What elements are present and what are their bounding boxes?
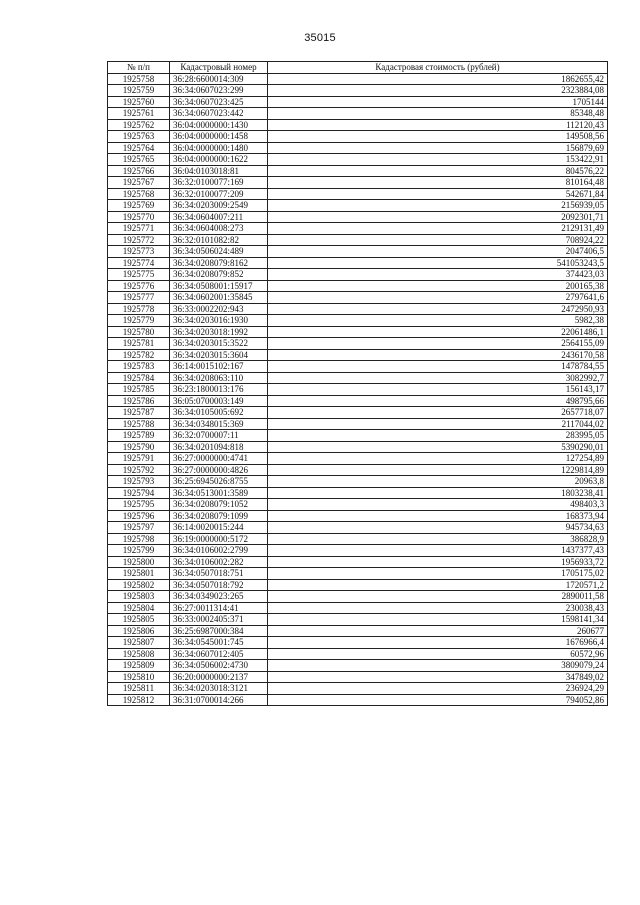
- cadastral-value-cell: 230038,43: [268, 602, 608, 614]
- table-row: [108, 349, 608, 361]
- cadastral-number-cell: 36:34:0602001:35845: [170, 292, 268, 304]
- cadastral-number-cell: 36:34:0203016:1930: [170, 315, 268, 327]
- cadastral-value-cell: 5982,38: [268, 315, 608, 327]
- cadastral-number-cell: 36:34:0203018:3121: [170, 683, 268, 695]
- row-index-cell: 1925777: [108, 292, 170, 304]
- row-index-cell: 1925778: [108, 303, 170, 315]
- cadastral-number-cell: 36:20:0000000:2137: [170, 671, 268, 683]
- row-index-cell: 1925767: [108, 177, 170, 189]
- cadastral-value-table: [107, 61, 608, 706]
- cadastral-value-cell: 1229814,89: [268, 464, 608, 476]
- table-row: [108, 671, 608, 683]
- cadastral-number-cell: 36:34:0349023:265: [170, 591, 268, 603]
- cadastral-value-cell: 2047406,5: [268, 246, 608, 258]
- table-row: [108, 211, 608, 223]
- cadastral-number-cell: 36:14:0015102:167: [170, 361, 268, 373]
- table-row: [108, 223, 608, 235]
- cadastral-value-cell: 156879,69: [268, 142, 608, 154]
- cadastral-number-cell: 36:34:0208079:1052: [170, 499, 268, 511]
- cadastral-number-cell: 36:19:0000000:5172: [170, 533, 268, 545]
- row-index-cell: 1925759: [108, 85, 170, 97]
- cadastral-value-cell: 1478784,55: [268, 361, 608, 373]
- cadastral-number-cell: 36:32:0100077:169: [170, 177, 268, 189]
- cadastral-number-cell: 36:23:1800013:176: [170, 384, 268, 396]
- table-row: [108, 556, 608, 568]
- table-row: [108, 625, 608, 637]
- cadastral-number-cell: 36:34:0604008:273: [170, 223, 268, 235]
- table-row: [108, 257, 608, 269]
- cadastral-number-cell: 36:32:0100077:209: [170, 188, 268, 200]
- row-index-cell: 1925805: [108, 614, 170, 626]
- cadastral-number-cell: 36:34:0348015:369: [170, 418, 268, 430]
- cadastral-number-cell: 36:27:0000000:4826: [170, 464, 268, 476]
- cadastral-value-cell: 794052,86: [268, 694, 608, 706]
- cadastral-number-cell: 36:14:0020015:244: [170, 522, 268, 534]
- row-index-cell: 1925780: [108, 326, 170, 338]
- cadastral-value-cell: 2564155,09: [268, 338, 608, 350]
- table-row: [108, 522, 608, 534]
- table-row: [108, 234, 608, 246]
- row-index-cell: 1925785: [108, 384, 170, 396]
- table-row: [108, 510, 608, 522]
- cadastral-number-cell: 36:32:0700007:11: [170, 430, 268, 442]
- cadastral-value-cell: 1956933,72: [268, 556, 608, 568]
- row-index-cell: 1925782: [108, 349, 170, 361]
- row-index-cell: 1925781: [108, 338, 170, 350]
- table-row: [108, 292, 608, 304]
- row-index-cell: 1925765: [108, 154, 170, 166]
- table-row: [108, 142, 608, 154]
- row-index-cell: 1925808: [108, 648, 170, 660]
- cadastral-value-cell: 945734,63: [268, 522, 608, 534]
- row-index-cell: 1925764: [108, 142, 170, 154]
- page-number: 35015: [304, 32, 336, 44]
- cadastral-value-cell: 260677: [268, 625, 608, 637]
- table-row: [108, 418, 608, 430]
- cadastral-number-cell: 36:34:0604007:211: [170, 211, 268, 223]
- table-row: [108, 303, 608, 315]
- cadastral-value-cell: 2323884,08: [268, 85, 608, 97]
- row-index-cell: 1925799: [108, 545, 170, 557]
- row-index-cell: 1925793: [108, 476, 170, 488]
- cadastral-number-cell: 36:34:0106002:282: [170, 556, 268, 568]
- table-row: [108, 269, 608, 281]
- row-index-cell: 1925790: [108, 441, 170, 453]
- cadastral-value-cell: 22061486,1: [268, 326, 608, 338]
- cadastral-value-cell: 168373,94: [268, 510, 608, 522]
- row-index-cell: 1925773: [108, 246, 170, 258]
- cadastral-value-cell: 2156939,05: [268, 200, 608, 212]
- table-row: [108, 246, 608, 258]
- column-header-cadastral-number: Кадастровый номер: [170, 62, 268, 74]
- cadastral-value-cell: 2117044,02: [268, 418, 608, 430]
- cadastral-value-cell: 20963,8: [268, 476, 608, 488]
- table-row: [108, 694, 608, 706]
- cadastral-value-cell: 1803238,41: [268, 487, 608, 499]
- row-index-cell: 1925812: [108, 694, 170, 706]
- table-row: [108, 85, 608, 97]
- cadastral-value-cell: 149508,56: [268, 131, 608, 143]
- cadastral-number-cell: 36:25:6987000:384: [170, 625, 268, 637]
- cadastral-value-cell: 3809079,24: [268, 660, 608, 672]
- row-index-cell: 1925769: [108, 200, 170, 212]
- table-row: [108, 637, 608, 649]
- cadastral-number-cell: 36:34:0513001:3589: [170, 487, 268, 499]
- cadastral-value-cell: 1598141,34: [268, 614, 608, 626]
- row-index-cell: 1925791: [108, 453, 170, 465]
- table-row: [108, 499, 608, 511]
- cadastral-value-cell: 112120,43: [268, 119, 608, 131]
- row-index-cell: 1925779: [108, 315, 170, 327]
- row-index-cell: 1925797: [108, 522, 170, 534]
- table-row: [108, 280, 608, 292]
- cadastral-value-cell: 541053243,5: [268, 257, 608, 269]
- cadastral-value-cell: 236924,29: [268, 683, 608, 695]
- cadastral-value-cell: 810164,48: [268, 177, 608, 189]
- table-row: [108, 165, 608, 177]
- table-row: [108, 395, 608, 407]
- table-row: [108, 683, 608, 695]
- cadastral-number-cell: 36:34:0208079:1099: [170, 510, 268, 522]
- table-row: [108, 545, 608, 557]
- cadastral-value-cell: 1437377,43: [268, 545, 608, 557]
- cadastral-value-cell: 2472950,93: [268, 303, 608, 315]
- row-index-cell: 1925786: [108, 395, 170, 407]
- table-row: [108, 338, 608, 350]
- row-index-cell: 1925762: [108, 119, 170, 131]
- table-row: [108, 119, 608, 131]
- table-row: [108, 407, 608, 419]
- cadastral-number-cell: 36:34:0506002:4730: [170, 660, 268, 672]
- table-row: [108, 453, 608, 465]
- cadastral-value-cell: 1720571,2: [268, 579, 608, 591]
- row-index-cell: 1925771: [108, 223, 170, 235]
- table-row: [108, 73, 608, 85]
- table-row: [108, 430, 608, 442]
- cadastral-number-cell: 36:34:0506024:489: [170, 246, 268, 258]
- cadastral-number-cell: 36:28:6600014:309: [170, 73, 268, 85]
- table-row: [108, 464, 608, 476]
- table-row: [108, 131, 608, 143]
- table-row: [108, 487, 608, 499]
- cadastral-number-cell: 36:34:0208063:110: [170, 372, 268, 384]
- table-row: [108, 533, 608, 545]
- row-index-cell: 1925792: [108, 464, 170, 476]
- cadastral-number-cell: 36:34:0507018:751: [170, 568, 268, 580]
- row-index-cell: 1925804: [108, 602, 170, 614]
- table-header-row: [108, 62, 608, 74]
- table-row: [108, 602, 608, 614]
- cadastral-number-cell: 36:33:0002405:371: [170, 614, 268, 626]
- table-row: [108, 660, 608, 672]
- cadastral-number-cell: 36:34:0508001:15917: [170, 280, 268, 292]
- cadastral-value-cell: 200165,38: [268, 280, 608, 292]
- table-row: [108, 315, 608, 327]
- cadastral-value-cell: 804576,22: [268, 165, 608, 177]
- row-index-cell: 1925763: [108, 131, 170, 143]
- cadastral-value-cell: 347849,02: [268, 671, 608, 683]
- cadastral-value-cell: 498403,3: [268, 499, 608, 511]
- cadastral-value-cell: 2890011,58: [268, 591, 608, 603]
- cadastral-number-cell: 36:34:0208079:8162: [170, 257, 268, 269]
- cadastral-number-cell: 36:34:0201094:818: [170, 441, 268, 453]
- cadastral-value-cell: 1676966,4: [268, 637, 608, 649]
- table-row: [108, 372, 608, 384]
- table-row: [108, 361, 608, 373]
- row-index-cell: 1925788: [108, 418, 170, 430]
- row-index-cell: 1925783: [108, 361, 170, 373]
- cadastral-value-cell: 156143,17: [268, 384, 608, 396]
- cadastral-value-cell: 3082992,7: [268, 372, 608, 384]
- cadastral-value-cell: 386828,9: [268, 533, 608, 545]
- table-row: [108, 200, 608, 212]
- row-index-cell: 1925766: [108, 165, 170, 177]
- row-index-cell: 1925806: [108, 625, 170, 637]
- table-row: [108, 108, 608, 120]
- table-row: [108, 579, 608, 591]
- cadastral-number-cell: 36:32:0101082:82: [170, 234, 268, 246]
- cadastral-value-cell: 153422,91: [268, 154, 608, 166]
- table-row: [108, 568, 608, 580]
- cadastral-number-cell: 36:34:0607023:299: [170, 85, 268, 97]
- cadastral-value-cell: 127254,89: [268, 453, 608, 465]
- cadastral-value-cell: 1705144: [268, 96, 608, 108]
- cadastral-value-cell: 498795,66: [268, 395, 608, 407]
- cadastral-number-cell: 36:27:0011314:41: [170, 602, 268, 614]
- row-index-cell: 1925787: [108, 407, 170, 419]
- cadastral-value-cell: 2129131,49: [268, 223, 608, 235]
- row-index-cell: 1925770: [108, 211, 170, 223]
- cadastral-number-cell: 36:05:0700003:149: [170, 395, 268, 407]
- cadastral-number-cell: 36:34:0105005:692: [170, 407, 268, 419]
- row-index-cell: 1925758: [108, 73, 170, 85]
- cadastral-value-cell: 85348,48: [268, 108, 608, 120]
- cadastral-number-cell: 36:34:0203018:1992: [170, 326, 268, 338]
- cadastral-number-cell: 36:04:0000000:1430: [170, 119, 268, 131]
- cadastral-number-cell: 36:04:0000000:1622: [170, 154, 268, 166]
- row-index-cell: 1925775: [108, 269, 170, 281]
- row-index-cell: 1925789: [108, 430, 170, 442]
- cadastral-number-cell: 36:34:0203015:3604: [170, 349, 268, 361]
- row-index-cell: 1925801: [108, 568, 170, 580]
- cadastral-value-cell: 2797641,6: [268, 292, 608, 304]
- row-index-cell: 1925794: [108, 487, 170, 499]
- table-row: [108, 384, 608, 396]
- row-index-cell: 1925768: [108, 188, 170, 200]
- cadastral-value-cell: 60572,96: [268, 648, 608, 660]
- cadastral-value-cell: 708924,22: [268, 234, 608, 246]
- cadastral-number-cell: 36:34:0208079:852: [170, 269, 268, 281]
- cadastral-value-cell: 283995,05: [268, 430, 608, 442]
- row-index-cell: 1925810: [108, 671, 170, 683]
- row-index-cell: 1925803: [108, 591, 170, 603]
- cadastral-number-cell: 36:04:0000000:1458: [170, 131, 268, 143]
- row-index-cell: 1925795: [108, 499, 170, 511]
- cadastral-number-cell: 36:34:0607012:405: [170, 648, 268, 660]
- table-row: [108, 96, 608, 108]
- row-index-cell: 1925807: [108, 637, 170, 649]
- cadastral-number-cell: 36:27:0000000:4741: [170, 453, 268, 465]
- table-row: [108, 326, 608, 338]
- row-index-cell: 1925798: [108, 533, 170, 545]
- row-index-cell: 1925784: [108, 372, 170, 384]
- cadastral-value-cell: 374423,03: [268, 269, 608, 281]
- cadastral-number-cell: 36:34:0607023:442: [170, 108, 268, 120]
- table-row: [108, 648, 608, 660]
- cadastral-number-cell: 36:34:0106002:2799: [170, 545, 268, 557]
- cadastral-value-cell: 2657718,07: [268, 407, 608, 419]
- row-index-cell: 1925811: [108, 683, 170, 695]
- table-body: [108, 73, 608, 706]
- table-row: [108, 591, 608, 603]
- row-index-cell: 1925800: [108, 556, 170, 568]
- cadastral-number-cell: 36:34:0607023:425: [170, 96, 268, 108]
- column-header-index: № п/п: [108, 62, 170, 74]
- cadastral-value-cell: 2092301,71: [268, 211, 608, 223]
- cadastral-value-cell: 1862655,42: [268, 73, 608, 85]
- cadastral-number-cell: 36:04:0103018:81: [170, 165, 268, 177]
- row-index-cell: 1925796: [108, 510, 170, 522]
- table-row: [108, 177, 608, 189]
- row-index-cell: 1925772: [108, 234, 170, 246]
- cadastral-number-cell: 36:04:0000000:1480: [170, 142, 268, 154]
- row-index-cell: 1925774: [108, 257, 170, 269]
- cadastral-number-cell: 36:34:0507018:792: [170, 579, 268, 591]
- table-row: [108, 154, 608, 166]
- cadastral-number-cell: 36:33:0002202:943: [170, 303, 268, 315]
- table-row: [108, 614, 608, 626]
- row-index-cell: 1925776: [108, 280, 170, 292]
- row-index-cell: 1925809: [108, 660, 170, 672]
- cadastral-value-cell: 5390290,01: [268, 441, 608, 453]
- cadastral-value-cell: 1705175,02: [268, 568, 608, 580]
- table-row: [108, 441, 608, 453]
- table-row: [108, 188, 608, 200]
- cadastral-number-cell: 36:34:0545001:745: [170, 637, 268, 649]
- cadastral-number-cell: 36:31:0700014:266: [170, 694, 268, 706]
- column-header-cadastral-value: Кадастровая стоимость (рублей): [268, 62, 608, 74]
- row-index-cell: 1925802: [108, 579, 170, 591]
- cadastral-value-cell: 2436170,58: [268, 349, 608, 361]
- row-index-cell: 1925761: [108, 108, 170, 120]
- table-row: [108, 476, 608, 488]
- row-index-cell: 1925760: [108, 96, 170, 108]
- cadastral-number-cell: 36:34:0203009:2549: [170, 200, 268, 212]
- cadastral-value-cell: 542671,84: [268, 188, 608, 200]
- cadastral-number-cell: 36:34:0203015:3522: [170, 338, 268, 350]
- cadastral-number-cell: 36:25:6945026:8755: [170, 476, 268, 488]
